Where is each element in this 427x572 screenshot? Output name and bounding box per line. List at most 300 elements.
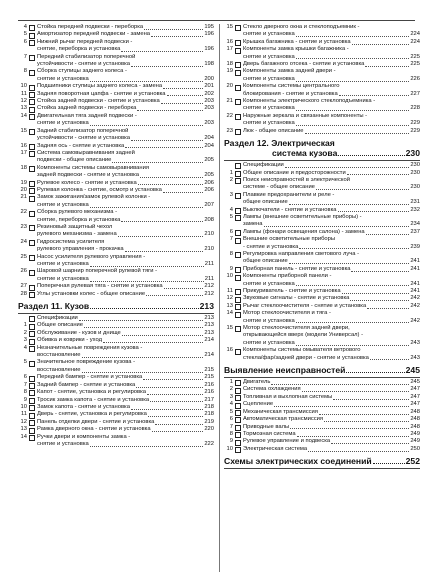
entry-line bbox=[243, 207, 420, 214]
toc-entry[interactable] bbox=[224, 207, 420, 214]
toc-entry[interactable] bbox=[224, 162, 420, 169]
entry-title: снятие и установка bbox=[37, 75, 89, 82]
checkbox-icon[interactable] bbox=[29, 188, 35, 194]
entry-number: 17 bbox=[20, 149, 27, 156]
checkbox-icon[interactable] bbox=[29, 346, 35, 352]
toc-entry[interactable] bbox=[18, 105, 214, 112]
toc-entry[interactable] bbox=[224, 192, 420, 207]
entry-title: снятие и установка bbox=[243, 317, 295, 324]
page-number: 248 bbox=[410, 408, 420, 415]
entry-line bbox=[243, 113, 420, 120]
dot-leader bbox=[131, 140, 203, 141]
checkbox-icon[interactable] bbox=[29, 398, 35, 404]
entry-title: Задняя ось - снятие и установка bbox=[37, 142, 125, 149]
toc-entry[interactable] bbox=[18, 91, 214, 98]
checkbox-icon[interactable] bbox=[235, 40, 241, 46]
entry-title: Плавкие предохранители и реле - bbox=[243, 191, 335, 198]
entry-number: 7 bbox=[23, 53, 27, 60]
toc-entry[interactable] bbox=[18, 404, 214, 411]
entry-text bbox=[243, 229, 420, 236]
toc-entry[interactable] bbox=[18, 419, 214, 426]
entry-line bbox=[243, 431, 420, 438]
page-number: 217 bbox=[204, 396, 214, 403]
entry-line bbox=[243, 409, 420, 416]
checkbox-icon[interactable] bbox=[235, 380, 241, 386]
dot-leader bbox=[90, 446, 204, 447]
toc-entry[interactable] bbox=[224, 295, 420, 302]
entry-number: 14 bbox=[226, 310, 233, 317]
entry-line bbox=[37, 389, 214, 396]
entry-title: Двигательная тяга задней подвески - bbox=[37, 112, 137, 119]
checkbox-icon[interactable] bbox=[29, 196, 35, 202]
checkbox-icon[interactable] bbox=[29, 211, 35, 217]
page-number: 215 bbox=[204, 374, 214, 381]
checkbox-icon[interactable] bbox=[29, 339, 35, 345]
dot-leader bbox=[146, 295, 203, 296]
toc-entry[interactable] bbox=[18, 239, 214, 254]
toc-entry[interactable] bbox=[224, 303, 420, 310]
checkbox-icon[interactable] bbox=[235, 275, 241, 281]
checkbox-icon[interactable] bbox=[29, 405, 35, 411]
toc-entry[interactable] bbox=[18, 337, 214, 344]
toc-entry[interactable] bbox=[18, 389, 214, 396]
toc-entry[interactable] bbox=[18, 31, 214, 38]
entry-text bbox=[243, 113, 420, 128]
toc-entry[interactable] bbox=[18, 143, 214, 150]
checkbox-icon[interactable] bbox=[235, 312, 241, 318]
entry-line bbox=[243, 54, 420, 61]
toc-entry[interactable] bbox=[18, 180, 214, 187]
checkbox-icon[interactable] bbox=[29, 324, 35, 330]
entry-text bbox=[37, 68, 214, 83]
entry-text bbox=[243, 170, 420, 177]
entry-title: устойчивости - снятие и установка bbox=[37, 61, 130, 68]
checkbox-icon[interactable] bbox=[235, 289, 241, 295]
dot-leader bbox=[131, 66, 203, 67]
checkbox-icon[interactable] bbox=[29, 331, 35, 337]
entry-line bbox=[37, 426, 214, 433]
checkbox-icon[interactable] bbox=[29, 420, 35, 426]
checkbox-icon[interactable] bbox=[29, 55, 35, 61]
entry-text bbox=[243, 207, 420, 214]
entry-title: стекла/фар/задней двери - снятие и установка bbox=[243, 354, 369, 361]
checkbox-icon[interactable] bbox=[235, 48, 241, 54]
entry-text bbox=[243, 162, 420, 169]
entry-number: 5 bbox=[23, 31, 27, 38]
dot-leader bbox=[79, 320, 204, 321]
toc-entry[interactable] bbox=[224, 39, 420, 46]
checkbox-icon[interactable] bbox=[235, 297, 241, 303]
dot-leader bbox=[285, 167, 410, 168]
entry-line bbox=[243, 162, 420, 169]
checkbox-icon[interactable] bbox=[29, 144, 35, 150]
toc-entry[interactable] bbox=[18, 291, 214, 298]
checkbox-icon[interactable] bbox=[235, 215, 241, 221]
entry-number: 12 bbox=[20, 98, 27, 105]
checkbox-icon[interactable] bbox=[29, 85, 35, 91]
checkbox-icon[interactable] bbox=[29, 107, 35, 113]
dot-leader bbox=[155, 424, 203, 425]
entry-line bbox=[243, 128, 420, 135]
checkbox-icon[interactable] bbox=[235, 349, 241, 355]
checkbox-icon[interactable] bbox=[29, 255, 35, 261]
entry-number: 16 bbox=[226, 38, 233, 45]
checkbox-icon[interactable] bbox=[235, 25, 241, 31]
entry-title: Компоненты системы самовыравнивания bbox=[37, 164, 149, 171]
toc-entry[interactable] bbox=[18, 150, 214, 165]
entry-number: 2 bbox=[23, 329, 27, 336]
checkbox-icon[interactable] bbox=[29, 240, 35, 246]
checkbox-icon[interactable] bbox=[29, 316, 35, 322]
checkbox-icon[interactable] bbox=[29, 361, 35, 367]
toc-entry[interactable] bbox=[224, 83, 420, 98]
entry-line bbox=[243, 192, 420, 199]
entry-title: Рычаг стеклоочистителя - снятие и установка bbox=[243, 302, 367, 309]
page-number: 247 bbox=[410, 386, 420, 393]
column-divider bbox=[219, 24, 220, 572]
toc-entry[interactable] bbox=[18, 322, 214, 329]
entry-text bbox=[37, 315, 214, 322]
toc-entry[interactable] bbox=[18, 359, 214, 374]
entry-title: Компоненты электрического стеклоподъемника - bbox=[243, 98, 376, 105]
checkbox-icon[interactable] bbox=[235, 252, 241, 258]
toc-entry[interactable] bbox=[224, 68, 420, 83]
entry-number: 3 bbox=[229, 191, 233, 198]
toc-entry[interactable] bbox=[224, 394, 420, 401]
checkbox-icon[interactable] bbox=[235, 440, 241, 446]
entry-title: снятие и установка bbox=[37, 261, 89, 267]
toc-entry[interactable] bbox=[18, 165, 214, 180]
entry-number: 8 bbox=[229, 250, 233, 257]
page-number: 203 bbox=[204, 120, 214, 127]
dot-leader bbox=[339, 95, 410, 96]
toc-entry[interactable] bbox=[18, 268, 214, 283]
entry-line bbox=[243, 379, 420, 386]
toc-entry[interactable] bbox=[18, 39, 214, 54]
dot-leader bbox=[163, 88, 203, 89]
entry-title: Мотор стеклоочистителя и тяга - bbox=[243, 310, 331, 317]
dot-leader bbox=[290, 428, 409, 429]
dot-leader bbox=[365, 66, 409, 67]
toc-entry[interactable] bbox=[224, 98, 420, 113]
section-heading-subtitle-row bbox=[224, 148, 420, 158]
checkbox-icon[interactable] bbox=[29, 225, 35, 231]
page-number: 243 bbox=[410, 354, 420, 361]
toc-entry[interactable] bbox=[224, 416, 420, 423]
checkbox-icon[interactable] bbox=[29, 181, 35, 187]
page-number: 211 bbox=[204, 261, 214, 267]
dot-leader bbox=[338, 211, 410, 212]
page-number: 241 bbox=[410, 288, 420, 294]
checkbox-icon[interactable] bbox=[29, 129, 35, 135]
section-rule bbox=[224, 377, 420, 378]
entry-line bbox=[37, 150, 214, 157]
entry-line bbox=[243, 170, 420, 177]
toc-entry[interactable] bbox=[224, 177, 420, 192]
checkbox-icon[interactable] bbox=[29, 428, 35, 434]
checkbox-icon[interactable] bbox=[235, 208, 241, 214]
dot-leader bbox=[90, 81, 204, 82]
entry-number: 6 bbox=[23, 374, 27, 381]
page-number: 216 bbox=[204, 381, 214, 388]
checkbox-icon[interactable] bbox=[235, 171, 241, 177]
toc-entry[interactable] bbox=[18, 426, 214, 433]
entry-title: снятие и установка bbox=[37, 440, 89, 447]
checkbox-icon[interactable] bbox=[235, 447, 241, 453]
page-number: 245 bbox=[405, 365, 420, 376]
entry-number: 23 bbox=[226, 127, 233, 134]
checkbox-icon[interactable] bbox=[235, 304, 241, 310]
entry-line bbox=[37, 157, 214, 164]
dot-leader bbox=[90, 207, 204, 208]
entry-title: Замок капота - снятие и установка bbox=[37, 403, 130, 410]
toc-entry[interactable] bbox=[224, 170, 420, 177]
toc-entry[interactable] bbox=[18, 254, 214, 269]
entry-title: Рулевая колонка - снятие, осмотр и установка bbox=[37, 186, 162, 193]
toc-entry[interactable] bbox=[224, 236, 420, 251]
section-heading[interactable] bbox=[224, 365, 420, 375]
checkbox-icon[interactable] bbox=[29, 376, 35, 382]
toc-entry[interactable] bbox=[18, 113, 214, 128]
entry-title: Передний бампер - снятие и установка bbox=[37, 374, 143, 381]
entry-line bbox=[243, 438, 420, 445]
checkbox-icon[interactable] bbox=[235, 114, 241, 120]
dot-leader bbox=[296, 125, 410, 126]
checkbox-icon[interactable] bbox=[235, 425, 241, 431]
dot-leader bbox=[350, 300, 409, 301]
toc-entry[interactable] bbox=[18, 315, 214, 322]
entry-title: снятие и установка bbox=[243, 105, 295, 112]
entry-title: Амортизатор передней подвески - замена bbox=[37, 31, 151, 38]
entry-title: системе - общее описание bbox=[243, 184, 315, 191]
entry-line bbox=[243, 332, 420, 339]
entry-line bbox=[37, 268, 214, 275]
toc-entry[interactable] bbox=[224, 251, 420, 266]
entry-text bbox=[37, 426, 214, 433]
entry-title: Крышка багажника - снятие и установка bbox=[243, 38, 351, 45]
toc-entry[interactable] bbox=[18, 411, 214, 418]
entry-text bbox=[243, 409, 420, 416]
entry-line bbox=[243, 394, 420, 401]
entry-title: Компоненты системы омывателя ветрового bbox=[243, 347, 361, 354]
checkbox-icon[interactable] bbox=[235, 326, 241, 332]
checkbox-icon[interactable] bbox=[235, 417, 241, 423]
entry-line bbox=[37, 337, 214, 344]
toc-entry[interactable] bbox=[224, 401, 420, 408]
toc-entry[interactable] bbox=[224, 288, 420, 295]
checkbox-icon[interactable] bbox=[235, 193, 241, 199]
page-number: 248 bbox=[410, 416, 420, 423]
checkbox-icon[interactable] bbox=[235, 403, 241, 409]
page-number: 247 bbox=[410, 401, 420, 408]
entry-number: 25 bbox=[20, 253, 27, 260]
checkbox-icon[interactable] bbox=[29, 25, 35, 31]
checkbox-icon[interactable] bbox=[235, 230, 241, 236]
checkbox-icon[interactable] bbox=[29, 390, 35, 396]
toc-entry[interactable] bbox=[224, 113, 420, 128]
toc-entry[interactable] bbox=[18, 434, 214, 449]
entry-title: общее описание bbox=[243, 199, 288, 206]
checkbox-icon[interactable] bbox=[29, 166, 35, 172]
checkbox-icon[interactable] bbox=[29, 383, 35, 389]
checkbox-icon[interactable] bbox=[29, 435, 35, 441]
entry-line bbox=[243, 288, 420, 295]
toc-entry[interactable] bbox=[18, 374, 214, 381]
checkbox-icon[interactable] bbox=[29, 33, 35, 39]
entry-line bbox=[37, 382, 214, 389]
entry-line bbox=[243, 355, 420, 362]
entry-line bbox=[37, 224, 214, 231]
toc-entry[interactable] bbox=[18, 330, 214, 337]
dot-leader bbox=[136, 387, 203, 388]
checkbox-icon[interactable] bbox=[235, 70, 241, 76]
entry-title: восстановление bbox=[37, 352, 81, 359]
entry-number: 9 bbox=[23, 396, 27, 403]
checkbox-icon[interactable] bbox=[29, 99, 35, 105]
toc-entry[interactable] bbox=[18, 209, 214, 224]
entry-text bbox=[37, 105, 214, 112]
entry-number: 4 bbox=[23, 24, 27, 30]
toc-entry[interactable] bbox=[18, 224, 214, 239]
entry-title: подвески - общее описание bbox=[37, 157, 112, 164]
entry-text bbox=[37, 345, 214, 360]
toc-entry[interactable] bbox=[224, 347, 420, 362]
entry-number: 10 bbox=[20, 403, 27, 410]
entry-title: Компоненты замка крышки багажника - bbox=[243, 46, 349, 53]
entry-text bbox=[37, 91, 214, 98]
toc-entry[interactable] bbox=[224, 379, 420, 386]
entry-title: Обивка и коврики - уход bbox=[37, 337, 102, 344]
checkbox-icon[interactable] bbox=[235, 238, 241, 244]
entry-line bbox=[37, 315, 214, 322]
entry-line bbox=[243, 83, 420, 90]
entry-number: 22 bbox=[20, 209, 27, 216]
section-heading[interactable] bbox=[18, 301, 214, 311]
checkbox-icon[interactable] bbox=[235, 99, 241, 105]
checkbox-icon[interactable] bbox=[235, 267, 241, 273]
entry-text bbox=[37, 239, 214, 254]
checkbox-icon[interactable] bbox=[235, 410, 241, 416]
checkbox-icon[interactable] bbox=[29, 114, 35, 120]
entry-text bbox=[243, 416, 420, 423]
entry-title: Подшипники ступицы заднего колеса - замена bbox=[37, 83, 163, 90]
entry-number: 28 bbox=[20, 290, 27, 297]
page-number: 245 bbox=[410, 379, 420, 386]
dot-leader bbox=[121, 221, 203, 222]
dot-leader bbox=[347, 174, 410, 175]
entry-text bbox=[243, 438, 420, 445]
dot-leader bbox=[352, 44, 410, 45]
checkbox-icon[interactable] bbox=[235, 388, 241, 394]
entry-number: 17 bbox=[226, 46, 233, 53]
section-heading[interactable] bbox=[224, 456, 420, 466]
entry-number: 7 bbox=[229, 236, 233, 243]
entry-line bbox=[37, 352, 214, 359]
dot-leader bbox=[164, 288, 204, 289]
toc-entry[interactable] bbox=[224, 446, 420, 453]
entry-line bbox=[243, 236, 420, 243]
checkbox-icon[interactable] bbox=[29, 92, 35, 98]
toc-entry[interactable] bbox=[224, 438, 420, 445]
checkbox-icon[interactable] bbox=[29, 40, 35, 46]
checkbox-icon[interactable] bbox=[29, 70, 35, 76]
entry-number: 18 bbox=[226, 61, 233, 68]
checkbox-icon[interactable] bbox=[235, 85, 241, 91]
entry-line bbox=[243, 416, 420, 423]
toc-entry[interactable] bbox=[18, 283, 214, 290]
entry-number: 10 bbox=[226, 273, 233, 280]
toc-entry[interactable] bbox=[224, 325, 420, 347]
entry-title: Дверь - снятие, установка и регулировка bbox=[37, 411, 147, 418]
entry-title: устойчивости - снятие и установка bbox=[37, 135, 130, 142]
checkbox-icon[interactable] bbox=[235, 163, 241, 169]
entry-line bbox=[243, 386, 420, 393]
entry-text bbox=[243, 39, 420, 46]
entry-title: Рамка дверного окна - снятие и установка bbox=[37, 426, 151, 433]
section-heading-title: Раздел 11. Кузов bbox=[18, 301, 90, 312]
toc-entry[interactable] bbox=[224, 386, 420, 393]
entry-line bbox=[243, 91, 420, 98]
checkbox-icon[interactable] bbox=[29, 270, 35, 276]
toc-entry[interactable] bbox=[18, 54, 214, 69]
toc-entry[interactable] bbox=[224, 24, 420, 39]
entry-line bbox=[243, 214, 420, 221]
toc-entry[interactable] bbox=[224, 229, 420, 236]
toc-entry[interactable] bbox=[18, 68, 214, 83]
toc-entry[interactable] bbox=[224, 310, 420, 325]
checkbox-icon[interactable] bbox=[235, 178, 241, 184]
toc-entry[interactable] bbox=[224, 46, 420, 61]
toc-entry[interactable] bbox=[18, 345, 214, 360]
checkbox-icon[interactable] bbox=[29, 285, 35, 291]
entry-number: 16 bbox=[20, 142, 27, 149]
toc-entry[interactable] bbox=[18, 194, 214, 209]
entry-number: 1 bbox=[229, 169, 233, 176]
entry-number: 4 bbox=[229, 206, 233, 213]
checkbox-icon[interactable] bbox=[235, 432, 241, 438]
entry-text bbox=[37, 359, 214, 374]
page-number: 248 bbox=[410, 423, 420, 430]
checkbox-icon[interactable] bbox=[235, 129, 241, 135]
toc-entry[interactable] bbox=[18, 382, 214, 389]
toc-entry[interactable] bbox=[224, 409, 420, 416]
checkbox-icon[interactable] bbox=[235, 395, 241, 401]
toc-entry[interactable] bbox=[224, 273, 420, 288]
entry-text bbox=[243, 214, 420, 229]
toc-entry[interactable] bbox=[224, 128, 420, 135]
toc-entry[interactable] bbox=[224, 424, 420, 431]
entry-text bbox=[243, 288, 420, 295]
checkbox-icon[interactable] bbox=[29, 413, 35, 419]
toc-entry[interactable] bbox=[18, 128, 214, 143]
checkbox-icon[interactable] bbox=[235, 62, 241, 68]
entry-number: 4 bbox=[229, 401, 233, 408]
toc-entry[interactable] bbox=[18, 83, 214, 90]
toc-entry[interactable] bbox=[18, 397, 214, 404]
dot-leader bbox=[103, 342, 203, 343]
page-number: 231 bbox=[410, 199, 420, 206]
checkbox-icon[interactable] bbox=[29, 292, 35, 298]
toc-entry[interactable] bbox=[224, 431, 420, 438]
section-heading[interactable] bbox=[224, 138, 420, 158]
entry-number: 7 bbox=[23, 381, 27, 388]
entry-line bbox=[243, 39, 420, 46]
entry-text bbox=[243, 236, 420, 251]
entry-text bbox=[37, 254, 214, 269]
checkbox-icon[interactable] bbox=[29, 151, 35, 157]
toc-entry[interactable] bbox=[224, 214, 420, 229]
entry-title: Лампы (фонари освещения салона) - замена bbox=[243, 228, 365, 235]
